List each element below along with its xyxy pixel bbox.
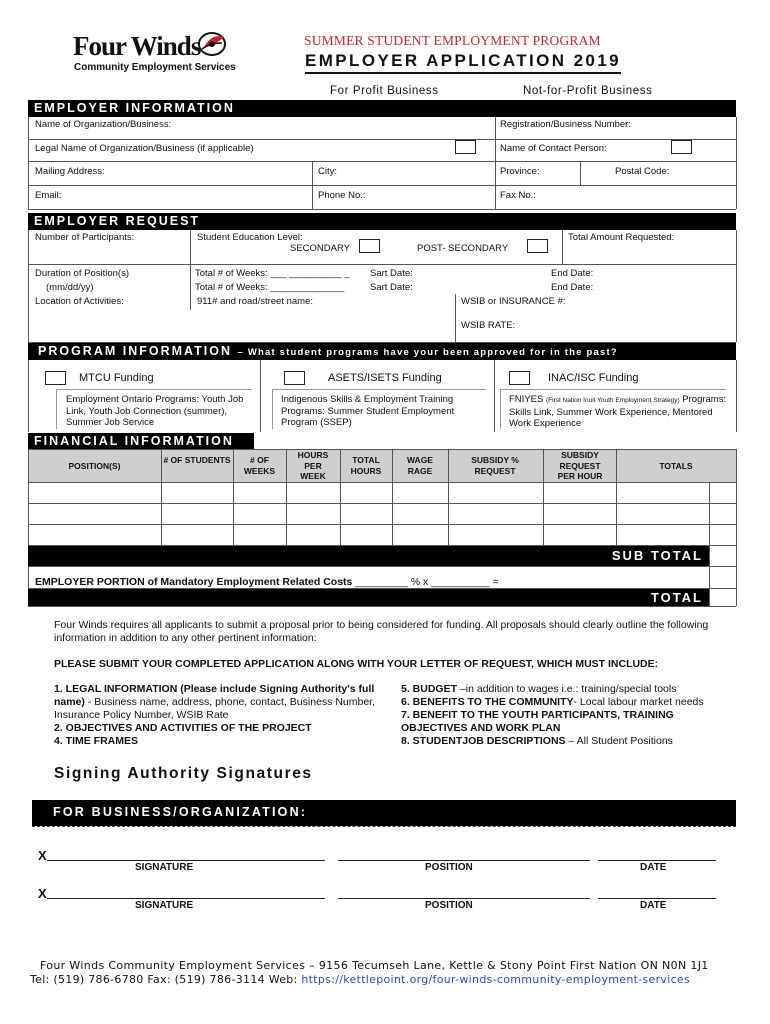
submit-instruction: PLEASE SUBMIT YOUR COMPLETED APPLICATION ALONG WITH YOUR LETTER OF REQUEST, WHICH MUST INCLUDE: [54,658,659,670]
contact-person-label: Name of Contact Person: [500,143,607,154]
date-line-1[interactable] [598,860,716,861]
start-date-2[interactable]: Sart Date: [370,282,413,293]
program-title: SUMMER STUDENT EMPLOYMENT PROGRAM [304,33,601,48]
feather-logo-icon [182,31,228,59]
fniyes-note: (First Nation Inuit Youth Employment Strategy) [545,397,680,404]
intro-paragraph: Four Winds requires all applicants to submit a proposal prior to being considered for funding. All proposals should clearly outline the following information in addition to any other pertinent information: [54,619,709,644]
date-format-label: (mm/dd/yy) [46,282,94,293]
item-4: 4. TIME FRAMES [54,735,139,747]
total-requested-label: Total Amount Requested: [568,232,675,243]
requirements-right [401,683,737,748]
col-hours-week: HOURS PER WEEK [297,450,329,481]
signature-label-1: SIGNATURE [135,862,194,873]
location-label: Location of Activities: [35,296,124,307]
employer-portion-rest: of Mandatory Employment Related Costs [147,576,353,588]
legal-name-label: Legal Name of Organization/Business (if applicable) [35,143,254,154]
secondary-checkbox[interactable] [359,239,380,253]
signature-x-2: X [38,886,47,901]
employer-portion-formula[interactable]: _________ % x __________ = [355,576,499,588]
contact-person-checkbox[interactable] [671,140,692,154]
date-label-2: DATE [640,900,667,911]
business-signature-band [32,800,736,826]
program-info-subtitle: – What student programs have your been approved for in the past? [237,347,618,358]
employer-request-title: EMPLOYER REQUEST [34,214,201,228]
signature-line-1[interactable] [47,860,325,861]
employer-portion-row [35,576,499,588]
position-label-1: POSITION [425,862,473,873]
item-6-rest: - Local labour market needs [573,696,704,708]
footer-address: Four Winds Community Employment Services – 9156 Tecumseh Lane, Kettle & Stony Point First Nation ON N0N 1J1 [40,959,709,972]
footer-tel-fax: Tel: (519) 786-6780 Fax: (519) 786-3114 Web: [30,973,302,986]
financial-info-title: FINANCIAL INFORMATION [34,434,234,448]
end-date-1[interactable]: End Date: [551,268,594,279]
item-8-bold: 8. STUDENTJOB DESCRIPTIONS [401,735,566,747]
signatures-title: Signing Authority Signatures [54,765,313,782]
mtcu-description: Employment Ontario Programs: Youth Job Link, Youth Job Connection (summer), Summer Job Service [66,394,244,428]
logo-name: Four Winds [73,31,201,61]
end-date-2[interactable]: End Date: [551,282,594,293]
signature-line-2[interactable] [47,898,325,899]
inac-checkbox[interactable] [509,371,530,385]
inac-label: INAC/ISC Funding [548,372,639,384]
employer-info-title: EMPLOYER INFORMATION [34,101,235,115]
mailing-label: Mailing Address: [35,166,105,177]
position-line-2[interactable] [338,898,590,899]
col-weeks: # OF WEEKS [243,455,276,476]
item-8-rest: – All Student Positions [565,735,673,747]
item-2: 2. OBJECTIVES AND ACTIVITIES OF THE PROJECT [54,722,312,734]
wsib-rate-label: WSIB RATE: [461,320,516,331]
inac-programs: Programs: Skills Link, Summer Work Experience, Mentored Work Experience [509,394,727,429]
post-secondary-label: POST- SECONDARY [417,243,509,254]
employer-info-header [28,100,736,117]
participants-label: Number of Participants: [35,232,135,243]
duration-label: Duration of Position(s) [35,268,129,279]
employer-portion-label: EMPLOYER PORTION [35,576,145,588]
program-info-header [28,343,736,360]
col-subsidy-hour: SUBSIDY REQUEST PER HOUR [557,450,603,481]
fniyes-label: FNIYES [509,394,544,405]
col-totals: TOTALS [659,461,693,471]
item-1 [54,683,384,722]
business-band-label: FOR BUSINESS/ORGANIZATION: [53,805,308,819]
item-8 [401,735,737,748]
province-label: Province: [500,166,540,177]
item-5-rest: –in addition to wages i.e.: training/special tools [457,683,677,695]
date-label-1: DATE [640,862,667,873]
col-position: POSITION(S) [68,461,121,471]
asets-label: ASETS/ISETS Funding [328,372,442,384]
nonprofit-option[interactable]: Not-for-Profit Business [523,85,653,97]
mtcu-checkbox[interactable] [45,371,66,385]
footer-contact [30,973,690,986]
item-1-rest: - Business name, address, phone, contact, Business Number, Insurance Policy Number, WSIB Rate [54,696,376,721]
legal-name-checkbox[interactable] [455,140,476,154]
address-911-label: 911# and road/street name: [197,296,314,307]
program-info-title: PROGRAM INFORMATION [38,344,233,358]
employer-request-header [28,213,736,230]
subtotal-bar [28,546,709,566]
email-label: Email: [35,190,62,201]
education-label: Student Education Level: [197,232,303,243]
position-line-1[interactable] [338,860,590,861]
reg-number-label: Registration/Business Number: [500,119,631,130]
total-bar [28,589,709,606]
item-7: 7. BENEFIT TO THE YOUTH PARTICIPANTS, TRAINING OBJECTIVES AND WORK PLAN [401,709,674,734]
asets-description: Indigenous Skills & Employment Training Programs: Summer Student Employment Program (SSEP) [281,394,455,428]
col-students: # OF STUDENTS [163,455,231,465]
footer-website-link[interactable]: https://kettlepoint.org/four-winds-community-employment-services [301,973,691,986]
requirements-left [54,683,384,748]
phone-label: Phone No.: [318,190,366,201]
item-5-bold: 5. BUDGET [401,683,458,695]
logo-subtitle: Community Employment Services [74,62,236,73]
for-profit-option[interactable]: For Profit Business [330,85,439,97]
total-label: TOTAL [650,590,703,605]
col-total-hours: TOTAL HOURS [350,455,382,476]
secondary-label: SECONDARY [290,243,351,254]
signature-label-2: SIGNATURE [135,900,194,911]
item-6 [401,696,737,709]
postal-label: Postal Code: [615,166,670,177]
asets-checkbox[interactable] [284,371,305,385]
financial-info-header [28,433,254,449]
weeks-field-2[interactable]: Total # of Weeks: ______________ [195,282,345,293]
post-secondary-checkbox[interactable] [527,239,548,253]
position-label-2: POSITION [425,900,473,911]
application-title: EMPLOYER APPLICATION 2019 [305,51,621,74]
col-subsidy-pct: SUBSIDY % REQUEST [471,455,519,476]
inac-description [509,394,729,430]
org-name-label: Name of Organization/Business: [35,119,172,130]
mtcu-label: MTCU Funding [79,372,154,384]
city-label: City: [318,166,337,177]
item-1-bold: 1. LEGAL INFORMATION (Please include Signing Authority's full name) [54,683,375,708]
item-6-bold: 6. BENEFITS TO THE COMMUNITY [401,696,574,708]
col-wage: WAGE RAGE [407,455,433,476]
date-line-2[interactable] [598,898,716,899]
item-5 [401,683,737,696]
subtotal-label: SUB TOTAL [611,548,703,563]
fax-label: Fax No.: [500,190,536,201]
wsib-insurance-label: WSIB or INSURANCE #: [461,296,566,307]
signature-x-1: X [38,848,47,863]
start-date-1[interactable]: Sart Date: [370,268,413,279]
weeks-field-1[interactable]: Total # of Weeks: ___ __________ _ [195,268,350,279]
